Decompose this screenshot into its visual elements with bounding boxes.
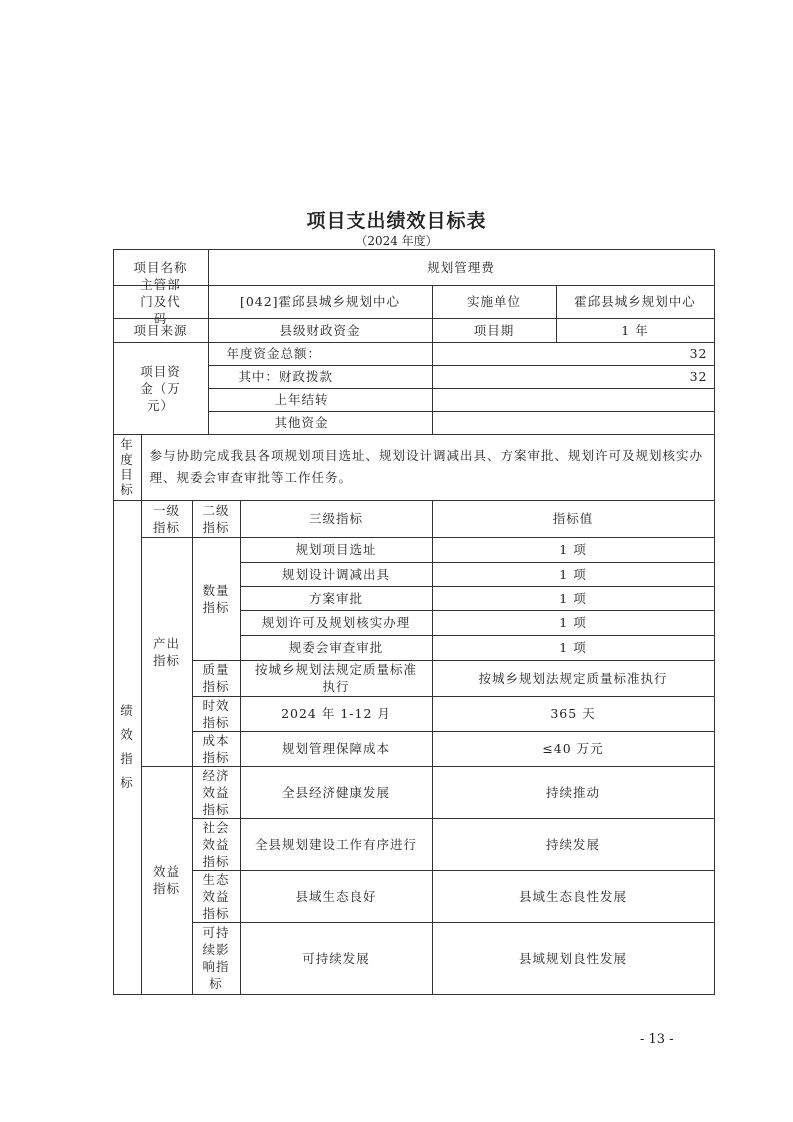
quantity-name: 规划许可及规划核实办理 xyxy=(240,610,433,636)
benefit-label: 社会效益指标 xyxy=(192,818,241,871)
funds-row-label: 其他资金 xyxy=(208,411,433,435)
output-indicator-label: 产出指标 xyxy=(141,537,193,767)
quality-value: 按城乡规划法规定质量标准执行 xyxy=(432,660,715,697)
quantity-value: 1 项 xyxy=(432,586,715,611)
funds-row-value: 32 xyxy=(432,365,715,389)
goal-label: 年度目标 xyxy=(113,434,142,501)
page-subtitle: （2024 年度） xyxy=(355,234,438,248)
department-label: 主管部门及代码 xyxy=(113,285,209,319)
cost-name: 规划管理保障成本 xyxy=(240,731,433,767)
header-level2: 二级指标 xyxy=(192,500,241,538)
benefit-name: 全县规划建设工作有序进行 xyxy=(240,818,433,871)
cost-label: 成本指标 xyxy=(192,731,241,767)
benefit-label: 经济效益指标 xyxy=(192,766,241,819)
project-name-value: 规划管理费 xyxy=(208,249,715,286)
period-label: 项目期 xyxy=(432,318,557,343)
funds-row-value xyxy=(432,388,715,412)
quantity-value: 1 项 xyxy=(432,635,715,661)
quantity-name: 规委会审查审批 xyxy=(240,635,433,661)
project-name-label: 项目名称 xyxy=(113,249,209,286)
benefit-value: 持续发展 xyxy=(432,818,715,871)
benefit-label: 生态效益指标 xyxy=(192,870,241,923)
quantity-name: 规划项目选址 xyxy=(240,537,433,563)
benefit-name: 县域生态良好 xyxy=(240,870,433,923)
quantity-indicator-label: 数量指标 xyxy=(192,537,241,661)
header-level1: 一级指标 xyxy=(141,500,193,538)
header-level3: 三级指标 xyxy=(240,500,433,538)
time-name: 2024 年 1-12 月 xyxy=(240,696,433,732)
benefit-value: 县域规划良性发展 xyxy=(432,922,715,995)
quality-label: 质量指标 xyxy=(192,660,241,697)
department-value: [042]霍邱县城乡规划中心 xyxy=(208,285,433,319)
period-value: 1 年 xyxy=(556,318,715,343)
quantity-value: 1 项 xyxy=(432,610,715,636)
impl-unit-value: 霍邱县城乡规划中心 xyxy=(556,285,715,319)
benefit-value: 持续推动 xyxy=(432,766,715,819)
time-value: 365 天 xyxy=(432,696,715,732)
source-value: 县级财政资金 xyxy=(208,318,433,343)
funds-row-label: 上年结转 xyxy=(208,388,433,412)
benefit-name: 全县经济健康发展 xyxy=(240,766,433,819)
source-label: 项目来源 xyxy=(113,318,209,343)
page-title: 项目支出绩效目标表 xyxy=(306,210,487,232)
benefit-indicator-label: 效益指标 xyxy=(141,766,193,995)
quantity-name: 方案审批 xyxy=(240,586,433,611)
impl-unit-label: 实施单位 xyxy=(432,285,557,319)
funds-row-label: 年度资金总额： xyxy=(208,342,433,366)
cost-value: ≤40 万元 xyxy=(432,731,715,767)
quantity-value: 1 项 xyxy=(432,562,715,587)
quantity-name: 规划设计调减出具 xyxy=(240,562,433,587)
funds-row-label: 其中：财政拨款 xyxy=(208,365,433,389)
page-number: - 13 - xyxy=(640,1032,674,1047)
quantity-value: 1 项 xyxy=(432,537,715,563)
quality-name: 按城乡规划法规定质量标准执行 xyxy=(240,660,433,697)
funds-row-value xyxy=(432,411,715,435)
funds-row-value: 32 xyxy=(432,342,715,366)
time-label: 时效指标 xyxy=(192,696,241,732)
benefit-value: 县域生态良性发展 xyxy=(432,870,715,923)
funds-label: 项目资金（万元） xyxy=(113,342,209,435)
benefit-label: 可持续影响指标 xyxy=(192,922,241,995)
goal-text: 参与协助完成我县各项规划项目选址、规划设计调减出具、方案审批、规划许可及规划核实办理、规委会审查审批等工作任务。 xyxy=(141,434,715,501)
perf-label: 绩效指标 xyxy=(113,500,142,995)
benefit-name: 可持续发展 xyxy=(240,922,433,995)
header-value: 指标值 xyxy=(432,500,715,538)
